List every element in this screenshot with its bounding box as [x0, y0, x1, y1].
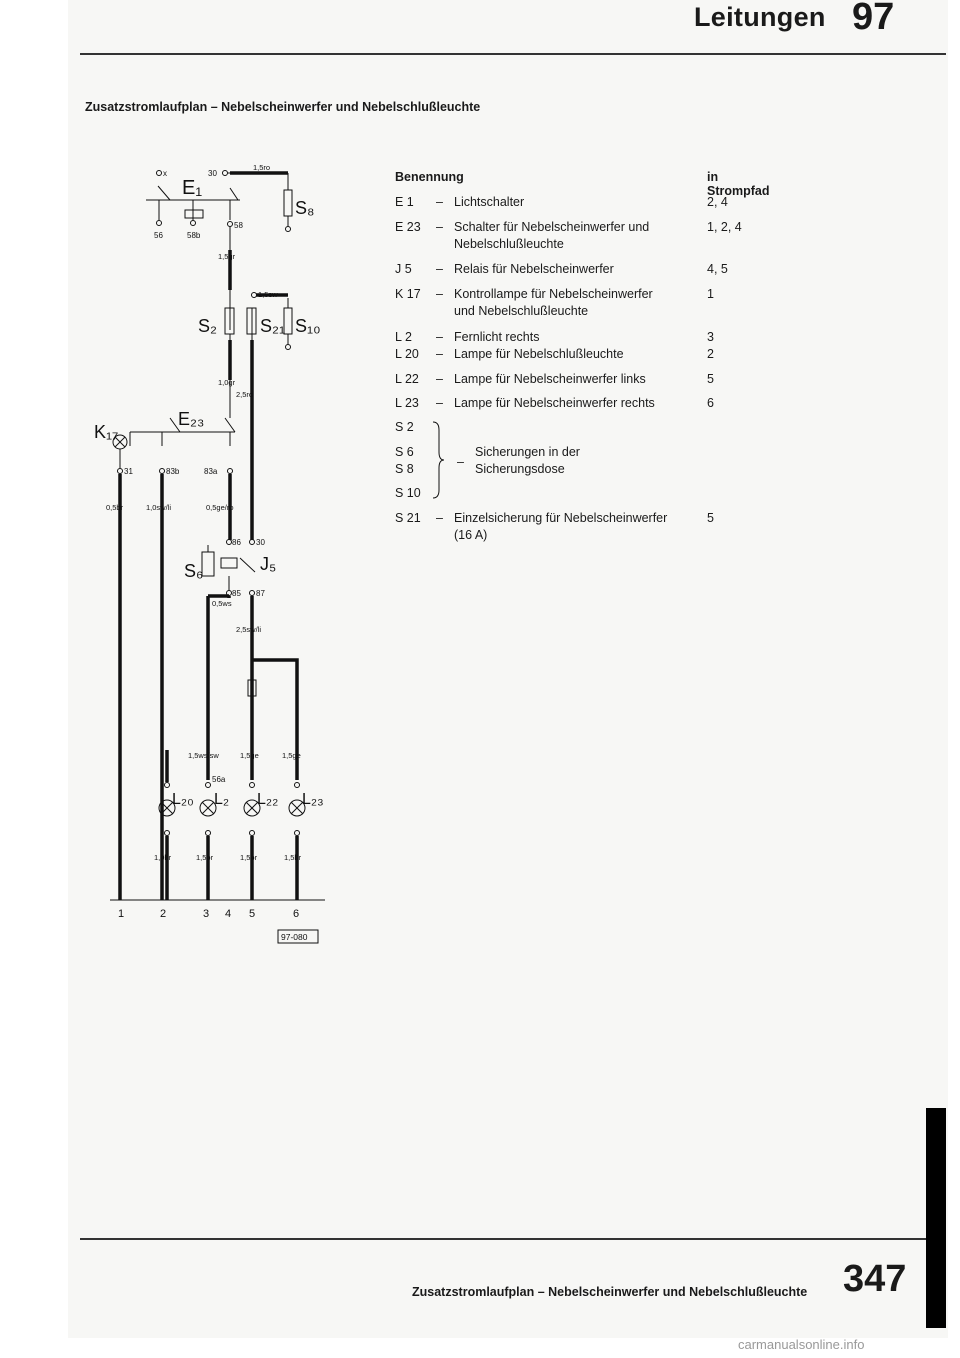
legend-code: E 1: [395, 195, 414, 209]
label-S21: S₂₁: [260, 316, 286, 336]
diagram-title: Zusatzstromlaufplan – Nebelscheinwerfer und Nebelschlußleuchte: [85, 100, 481, 114]
wire-label: 1,0sw/li: [146, 503, 172, 512]
label-K17: K₁₇: [94, 422, 119, 442]
terminal-86: 86: [232, 538, 241, 547]
legend-ref: 5: [707, 372, 714, 386]
watermark: carmanualsonline.info: [738, 1337, 865, 1352]
terminal-30: 30: [208, 169, 217, 178]
legend-ref: 2: [707, 347, 714, 361]
path-number: 5: [249, 908, 256, 920]
terminal-83b: 83b: [166, 467, 180, 476]
label-L20: L₂₀: [172, 791, 194, 808]
legend-desc: und Nebelschlußleuchte: [454, 304, 589, 318]
legend-code: J 5: [395, 262, 412, 276]
terminal-85: 85: [232, 589, 241, 598]
terminal-58b: 58b: [187, 231, 201, 240]
wire-label: 1,0gr: [218, 378, 236, 387]
thumb-index-tab: [926, 1108, 946, 1328]
label-E23: E₂₃: [178, 409, 205, 429]
fuse-code: S 10: [395, 486, 421, 500]
legend-code: L 2: [395, 330, 412, 344]
legend-desc: Lampe für Nebelscheinwerfer rechts: [454, 396, 655, 410]
wire-label: 1,5sw: [258, 290, 278, 299]
label-S8: S₈: [295, 198, 315, 218]
wire-label: 2,5ro: [236, 390, 254, 399]
wiring-diagram-svg: [90, 150, 340, 950]
path-number: 3: [203, 908, 210, 920]
footer-title: Zusatzstromlaufplan – Nebelscheinwerfer und Nebelschlußleuchte: [412, 1285, 808, 1299]
wire-label: 1,5br: [284, 853, 302, 862]
legend-ref: 4, 5: [707, 262, 728, 276]
fuse-code: S 8: [395, 462, 414, 476]
figure-id: 97-080: [281, 932, 308, 942]
legend-desc: Nebelschlußleuchte: [454, 237, 564, 251]
label-L23: L₂₃: [302, 791, 324, 808]
wire-label: 1,5ro: [253, 163, 271, 172]
legend-col-ref: in Strompfad: [707, 170, 770, 198]
legend-ref: 2, 4: [707, 195, 728, 209]
label-E1: E₁: [182, 177, 203, 199]
legend-ref: 6: [707, 396, 714, 410]
fuse-desc: Sicherungsdose: [475, 462, 565, 476]
wire-label: 1,5ge: [240, 751, 259, 760]
wire-label: 0,5br: [106, 503, 124, 512]
terminal-56a: 56a: [212, 775, 226, 784]
path-number: 4: [225, 908, 232, 920]
legend-desc: Lichtschalter: [454, 195, 525, 209]
legend-code: K 17: [395, 287, 421, 301]
wire-label: 1,5gr: [218, 252, 236, 261]
footer-rule: [80, 1238, 946, 1240]
wire-label: 2,5sw/li: [236, 625, 262, 634]
path-number: 2: [160, 908, 167, 920]
wiring-diagram: [90, 150, 340, 955]
label-J5: J₅: [260, 554, 277, 574]
wire-label: 1,5br: [196, 853, 214, 862]
legend-desc: Kontrollampe für Nebelscheinwerfer: [454, 287, 653, 301]
label-S6: S₆: [184, 561, 204, 581]
legend-desc: Relais für Nebelscheinwerfer: [454, 262, 614, 276]
fuse-brace: [431, 420, 445, 500]
terminal-30b: 30: [256, 538, 265, 547]
path-number: 6: [293, 908, 300, 920]
legend-ref: 1: [707, 287, 714, 301]
legend-ref: 1, 2, 4: [707, 220, 742, 234]
header-rule: [80, 53, 946, 55]
wire-label: 1,5ge: [282, 751, 301, 760]
path-number: 1: [118, 908, 125, 920]
legend-desc: (16 A): [454, 528, 488, 542]
terminal-58: 58: [234, 221, 243, 230]
legend-desc: Lampe für Nebelscheinwerfer links: [454, 372, 646, 386]
legend-desc: Lampe für Nebelschlußleuchte: [454, 347, 624, 361]
fuse-code: S 2: [395, 420, 414, 434]
terminal-x: x: [163, 169, 167, 178]
legend-col-name: Benennung: [395, 170, 464, 184]
wire-label: 0,5ge/ro: [206, 503, 234, 512]
label-L2: L₂: [214, 791, 230, 808]
legend-ref: 5: [707, 511, 714, 525]
legend-desc: Einzelsicherung für Nebelscheinwerfer: [454, 511, 668, 525]
legend-desc: Fernlicht rechts: [454, 330, 540, 344]
terminal-87: 87: [256, 589, 265, 598]
label-S10: S₁₀: [295, 316, 321, 336]
label-S2: S₂: [198, 316, 217, 336]
legend-desc: Schalter für Nebelscheinwerfer und: [454, 220, 650, 234]
legend-code: L 20: [395, 347, 419, 361]
legend-code: S 21: [395, 511, 421, 525]
label-L22: L₂₂: [257, 791, 279, 808]
legend-code: L 23: [395, 396, 419, 410]
page-number: 347: [843, 1258, 907, 1300]
legend-code: L 22: [395, 372, 419, 386]
section-title: Leitungen: [694, 2, 826, 32]
wire-label: 1,5br: [240, 853, 258, 862]
wire-label: 1,0br: [154, 853, 172, 862]
terminal-31: 31: [124, 467, 133, 476]
wire-label: 0,5ws: [212, 599, 232, 608]
fuse-desc: Sicherungen in der: [475, 445, 580, 459]
section-number: 97: [852, 0, 895, 38]
fuse-code: S 6: [395, 445, 414, 459]
wire-label: 1,5ws/sw: [188, 751, 219, 760]
legend-code: E 23: [395, 220, 421, 234]
terminal-56: 56: [154, 231, 163, 240]
legend-ref: 3: [707, 330, 714, 344]
terminal-83a: 83a: [204, 467, 218, 476]
